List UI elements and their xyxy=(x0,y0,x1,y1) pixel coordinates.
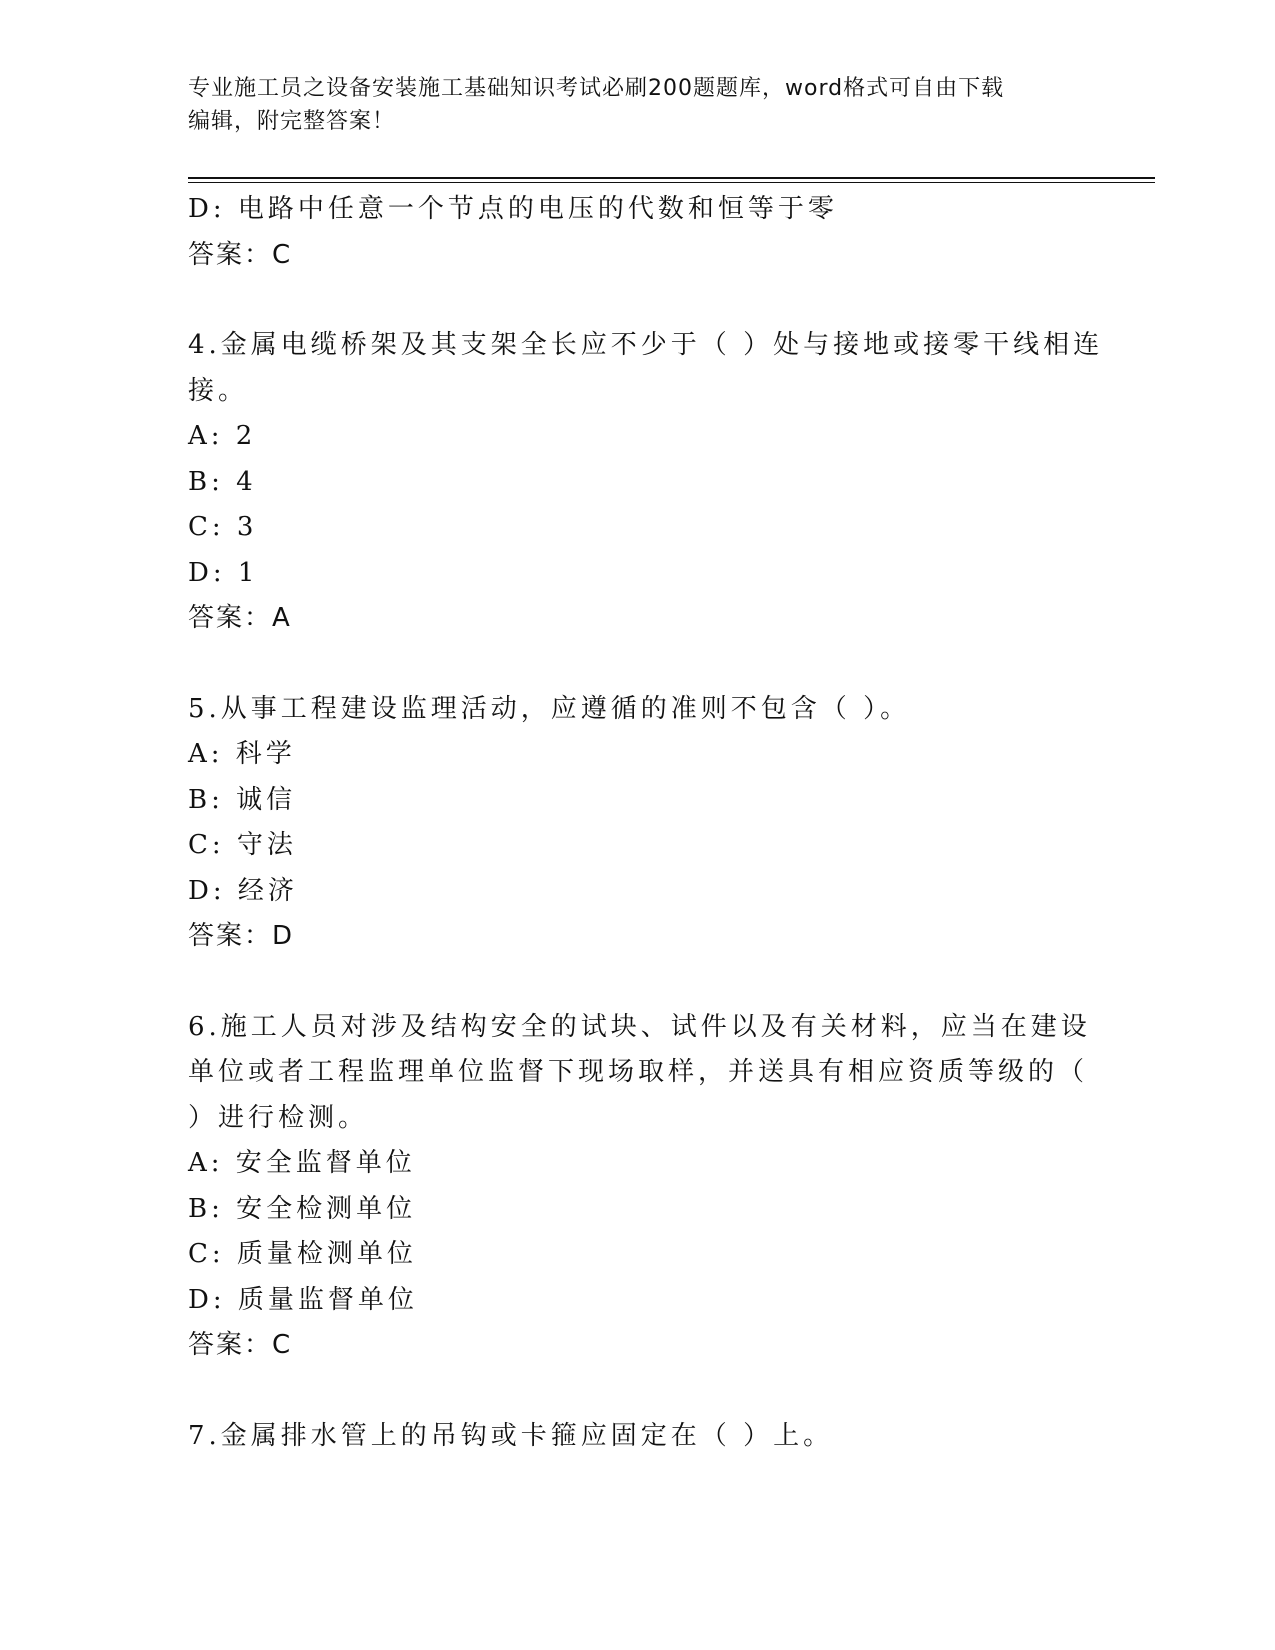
answer-line: 答案：D xyxy=(188,921,295,951)
question-4 xyxy=(188,323,1104,642)
question-5 xyxy=(188,687,1068,960)
question-3-fragment xyxy=(188,187,1068,278)
question-stem-continued: 单位或者工程监理单位监督下现场取样，并送具有相应资质等级的（ xyxy=(188,1057,1089,1087)
option-c: C: 质量检测单位 xyxy=(188,1239,417,1269)
page-title-line-1: 专业施工员之设备安装施工基础知识考试必刷200题题库，word格式可自由下载 xyxy=(188,76,1005,101)
option-b: B: 4 xyxy=(188,466,257,497)
question-separator xyxy=(188,642,1068,687)
answer-line: 答案：A xyxy=(188,603,292,633)
question-stem: 4.金属电缆桥架及其支架全长应不少于（ ）处与接地或接零干线相连 xyxy=(188,330,1104,360)
answer-line: 答案：C xyxy=(188,239,293,270)
question-separator xyxy=(188,960,1068,1005)
option-a: A: 安全监督单位 xyxy=(188,1148,416,1178)
option-d: D: 质量监督单位 xyxy=(188,1284,418,1315)
page-title-line-2: 编辑，附完整答案！ xyxy=(188,109,396,134)
option-a: A: 2 xyxy=(188,421,257,451)
question-separator xyxy=(188,278,1068,323)
option-a: A: 科学 xyxy=(188,739,296,769)
header-divider-thin xyxy=(188,182,1155,183)
question-stem: 7.金属排水管上的吊钩或卡箍应固定在（ ）上。 xyxy=(188,1420,834,1451)
page-header xyxy=(188,72,1068,138)
question-stem: 5.从事工程建设监理活动，应遵循的准则不包含（ ）。 xyxy=(188,693,911,724)
question-6 xyxy=(188,1005,1091,1369)
answer-line: 答案：C xyxy=(188,1330,293,1360)
question-stem: 6.施工人员对涉及结构安全的试块、试件以及有关材料，应当在建设 xyxy=(188,1011,1091,1042)
option-c: C: 3 xyxy=(188,512,258,542)
option-d: D: 电路中任意一个节点的电压的代数和恒等于零 xyxy=(188,194,838,224)
option-d: D: 1 xyxy=(188,557,259,588)
question-stem-continued: ）进行检测。 xyxy=(188,1102,369,1133)
option-d: D: 经济 xyxy=(188,875,298,906)
question-stem-continued: 接。 xyxy=(188,375,249,406)
option-b: B: 安全检测单位 xyxy=(188,1193,417,1224)
question-list xyxy=(188,187,1104,1459)
question-separator xyxy=(188,1369,1068,1414)
option-b: B: 诚信 xyxy=(188,784,297,815)
header-divider-thick xyxy=(188,177,1155,179)
option-c: C: 守法 xyxy=(188,830,297,860)
question-7 xyxy=(188,1414,1068,1460)
